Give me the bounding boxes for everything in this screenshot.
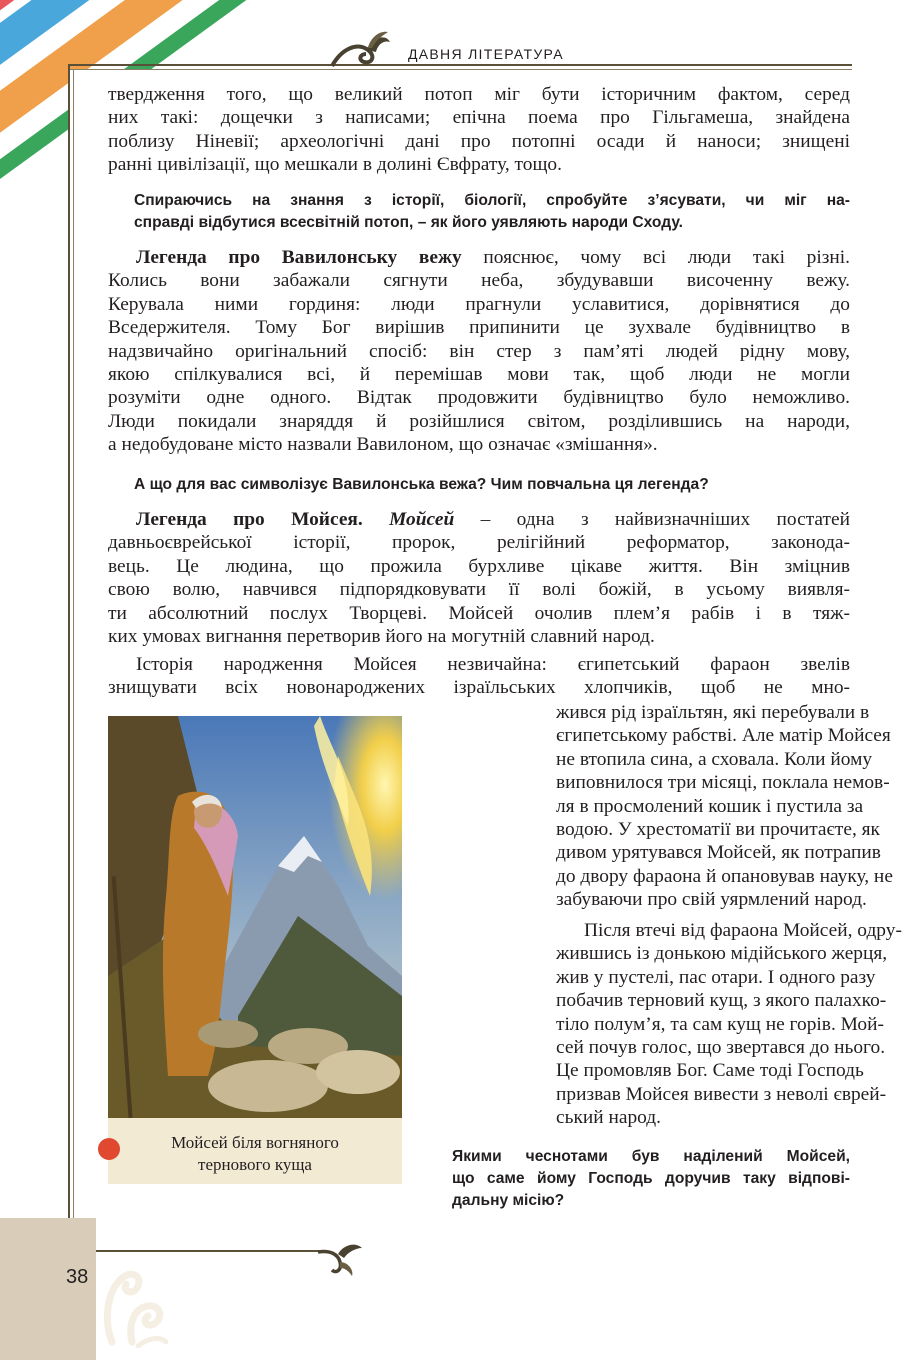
text-line: Після втечі від фараона Мойсей, одру- — [584, 920, 902, 941]
text-line: забуваючи про свій уярмлений народ. — [556, 889, 867, 911]
page-number: 38 — [66, 1266, 89, 1288]
text-line: свою волю, навчився підпорядковувати її волі божій, в усьому виявля- — [108, 579, 850, 601]
caption-line: Мойсей біля вогняного — [171, 1133, 339, 1152]
flourish-ornament-bottom-icon — [318, 1240, 366, 1278]
text-line: а недобудоване місто назвали Вавилоном, що означає «змішання». — [108, 434, 658, 456]
corner-block — [0, 1218, 96, 1360]
text-line: розуміти одне одного. Відтак продовжити будівництво було неможливо. — [108, 387, 850, 409]
text-line: Керувала ними гординя: люди прагнули уславитися, дорівнятися до — [108, 293, 850, 315]
text-line: сей почув голос, що звертався до нього. — [556, 1037, 886, 1059]
paragraph-moses-intro — [108, 508, 850, 648]
caption-line: тернового куща — [198, 1155, 312, 1174]
publisher-logo-icon — [98, 1262, 168, 1348]
text-line: Люди покидали знаряддя й розійшлися світом, розділившись на народи, — [108, 410, 850, 432]
text-line — [108, 508, 850, 531]
text-line: ти абсолютний послух Творцеві. Мойсей очолив плем’я рабів і в тяж- — [108, 602, 850, 624]
legend-title-babel: Легенда про Вавилонську вежу — [136, 247, 462, 268]
paragraph-babel — [108, 246, 850, 457]
question-moses — [452, 1146, 850, 1212]
text-line: давньоєврейської історії, пророк, релігійний реформатор, законода- — [108, 532, 850, 554]
text-line: Це промовляв Бог. Саме тоді Господь — [556, 1060, 864, 1082]
paragraph-burning-bush — [556, 919, 902, 1130]
term-moses: Мойсей — [389, 509, 455, 530]
text-line: тіло полум’я, та сам кущ не горів. Мой- — [556, 1013, 884, 1035]
text-line: твердження того, що великий потоп міг бути історичним фактом, серед — [108, 84, 850, 105]
moses-burning-bush-painting — [108, 716, 402, 1118]
question-line: А що для вас символізує Вавилонська вежа? Чим повчальна ця легенда? — [134, 476, 709, 493]
text-line: Вседержителя. Тому Бог вирішив припинити це зухвале будівництво в — [108, 317, 850, 339]
paragraph-flood-evidence — [108, 83, 850, 177]
question-line: Якими чеснотами був наділений Мойсей, — [452, 1148, 850, 1165]
legend-title-moses: Легенда про Мойсея. — [136, 509, 363, 530]
text-line: виповнилося три місяці, поклала немов- — [556, 772, 890, 794]
paragraph-moses-birth — [108, 653, 850, 700]
text-line: ранні цивілізації, що мешкали в долині Євфрату, тощо. — [108, 154, 562, 176]
text-line: якою спілкувалися всі, й перемішав мови так, щоб люди не могли — [108, 364, 850, 386]
text-line — [108, 246, 850, 269]
text-line: вець. Це людина, що прожила бурхливе цікаве життя. Він зміцнив — [108, 555, 850, 577]
header-rule-thin — [68, 69, 852, 70]
text-line: побачив терновий кущ, з якого палахко- — [556, 990, 887, 1012]
caption-marker-icon — [98, 1138, 120, 1160]
text-line: надзвичайно оригінальний спосіб: він стер з пам’яті людей рідну мову, — [108, 340, 850, 362]
question-babel — [134, 474, 850, 496]
text-line: жив у пустелі, пас отари. І одного разу — [556, 966, 876, 988]
text-line: єгипетському рабстві. Але матір Мойсея — [556, 725, 891, 747]
text-fragment: – одна з найвизначніших постатей — [454, 509, 850, 530]
text-line: не втопила сина, а сховала. Коли йому — [556, 748, 873, 770]
footer-rule — [68, 1250, 326, 1252]
text-line: ський народ. — [556, 1107, 662, 1129]
question-line: Спираючись на знання з історії, біології, спробуйте з’ясувати, чи міг на- — [134, 192, 850, 209]
text-line: Історія народження Мойсея незвичайна: єгипетський фараон звелів — [136, 654, 850, 675]
question-line: дальну місію? — [452, 1192, 565, 1209]
text-line: жившись із донькою мідійського жерця, — [556, 943, 888, 965]
text-line: водою. У хрестоматії ви прочитаєте, як — [556, 819, 880, 841]
figure-caption — [120, 1132, 390, 1176]
text-line: дивом урятувався Мойсей, як потрапив — [556, 842, 881, 864]
header-rule — [68, 64, 852, 66]
text-line: жився рід ізраїльтян, які перебували в — [556, 702, 870, 723]
question-flood — [134, 190, 850, 234]
paragraph-moses-birth-continued — [556, 701, 893, 912]
page-frame-left — [68, 64, 70, 1252]
text-line: ля в просмолений кошик і пустила за — [556, 795, 864, 817]
running-head: ДАВНЯ ЛІТЕРАТУРА — [408, 46, 564, 62]
text-line: до двору фараона й опановував науку, не — [556, 865, 893, 887]
text-line: ких умовах вигнання перетворив його на могутній славний народ. — [108, 626, 655, 648]
question-line: що саме йому Господь доручив таку відпові- — [452, 1170, 850, 1187]
question-line: справді відбутися всесвітній потоп, – як його уявляють народи Сходу. — [134, 214, 683, 231]
text-line: Колись вони забажали сягнути неба, збудувавши височенну вежу. — [108, 270, 850, 292]
text-line: знищувати всіх новонароджених ізраїльських хлопчиків, щоб не мно- — [108, 677, 850, 699]
text-fragment: пояснює, чому всі люди такі різні. — [461, 247, 850, 268]
text-line: призвав Мойсея вивести з неволі єврей- — [556, 1083, 887, 1105]
flourish-ornament-icon — [328, 28, 394, 72]
text-line: поблизу Ніневії; археологічні дані про потопні осади й наноси; знищені — [108, 130, 850, 152]
text-line: них такі: дощечки з написами; епічна поема про Гільгамеша, знайдена — [108, 107, 850, 129]
page-frame-left-thin — [73, 70, 74, 1250]
